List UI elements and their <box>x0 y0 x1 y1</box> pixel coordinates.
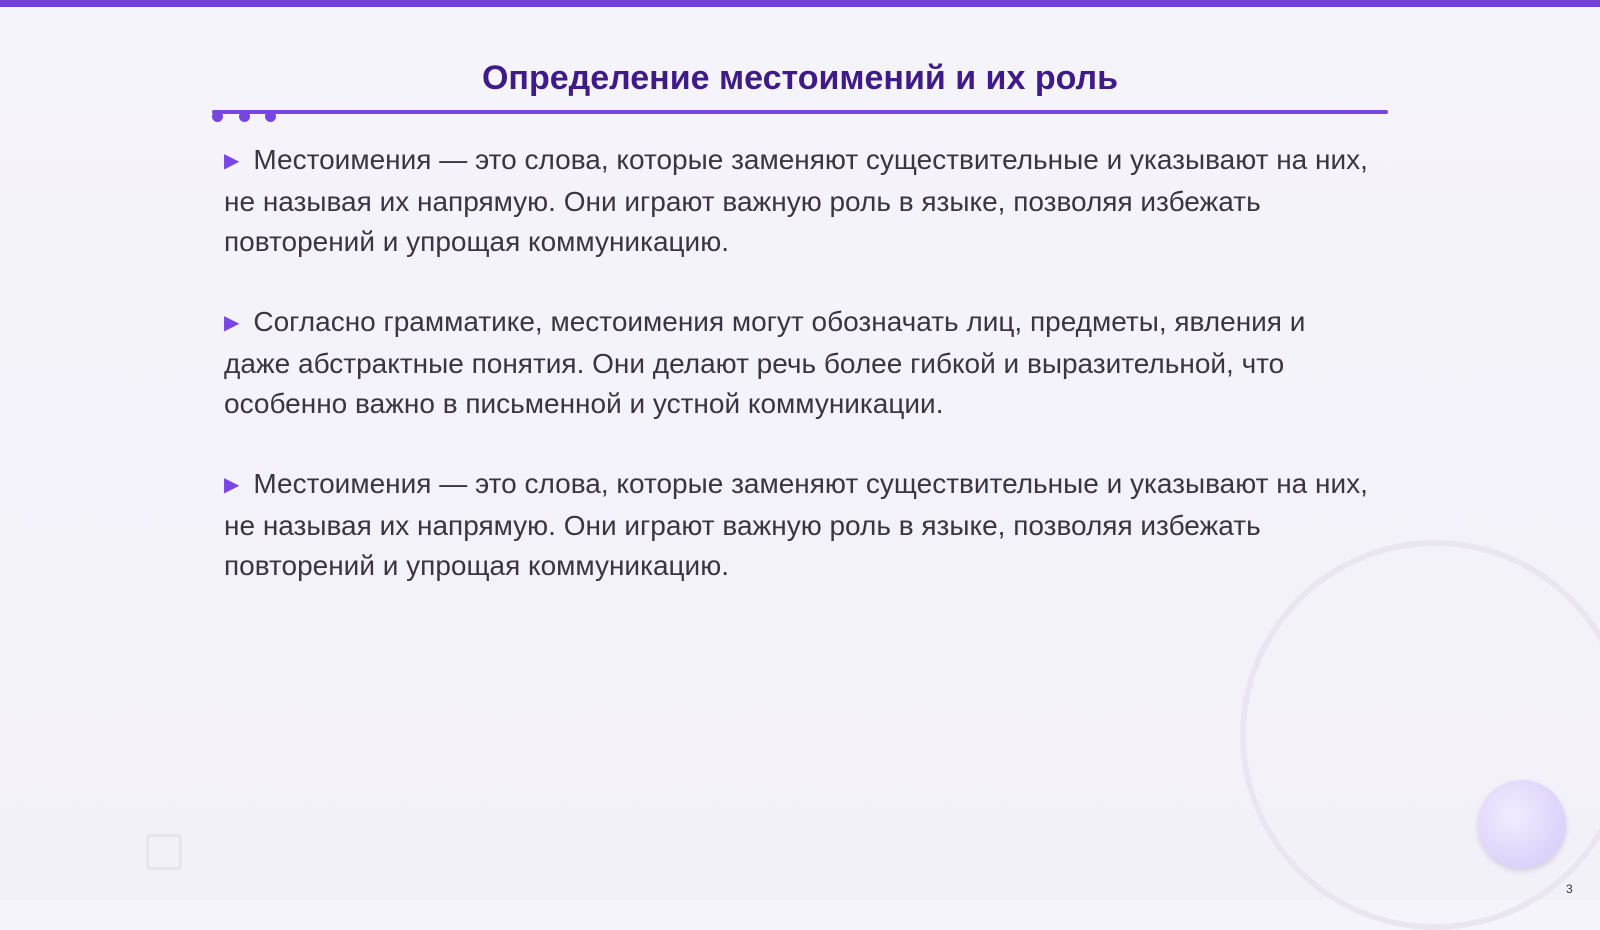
triangle-bullet-icon: ▶ <box>224 474 240 496</box>
bullet-item <box>224 464 1374 587</box>
triangle-bullet-icon: ▶ <box>224 312 240 334</box>
decorative-dot <box>265 111 276 122</box>
bullet-item <box>224 140 1374 263</box>
top-accent-bar <box>0 0 1600 7</box>
bullet-text: Местоимения — это слова, которые заменяют существительные и указывают на них, не называя их напрямую. Они играют важную роль в языке, позволяя избежать повторений и упрощая коммуникацию. <box>224 468 1368 581</box>
title-underline <box>212 110 1388 114</box>
decorative-dot <box>239 111 250 122</box>
slide-title: Определение местоимений и их роль <box>481 59 1119 97</box>
decorative-square <box>146 834 182 870</box>
bullet-item <box>224 302 1374 425</box>
page-number: 3 <box>1566 882 1573 896</box>
decorative-ring <box>1240 540 1600 930</box>
decorative-orb <box>1478 780 1566 868</box>
decorative-dot <box>212 111 223 122</box>
bullet-text: Местоимения — это слова, которые заменяют существительные и указывают на них, не называя их напрямую. Они играют важную роль в языке, позволяя избежать повторений и упрощая коммуникацию. <box>224 144 1368 257</box>
bullet-text: Согласно грамматике, местоимения могут обозначать лиц, предметы, явления и даже абстрактные понятия. Они делают речь более гибкой и выразительной, что особенно важно в письменной и устной коммуникации. <box>224 306 1306 419</box>
triangle-bullet-icon: ▶ <box>224 150 240 172</box>
